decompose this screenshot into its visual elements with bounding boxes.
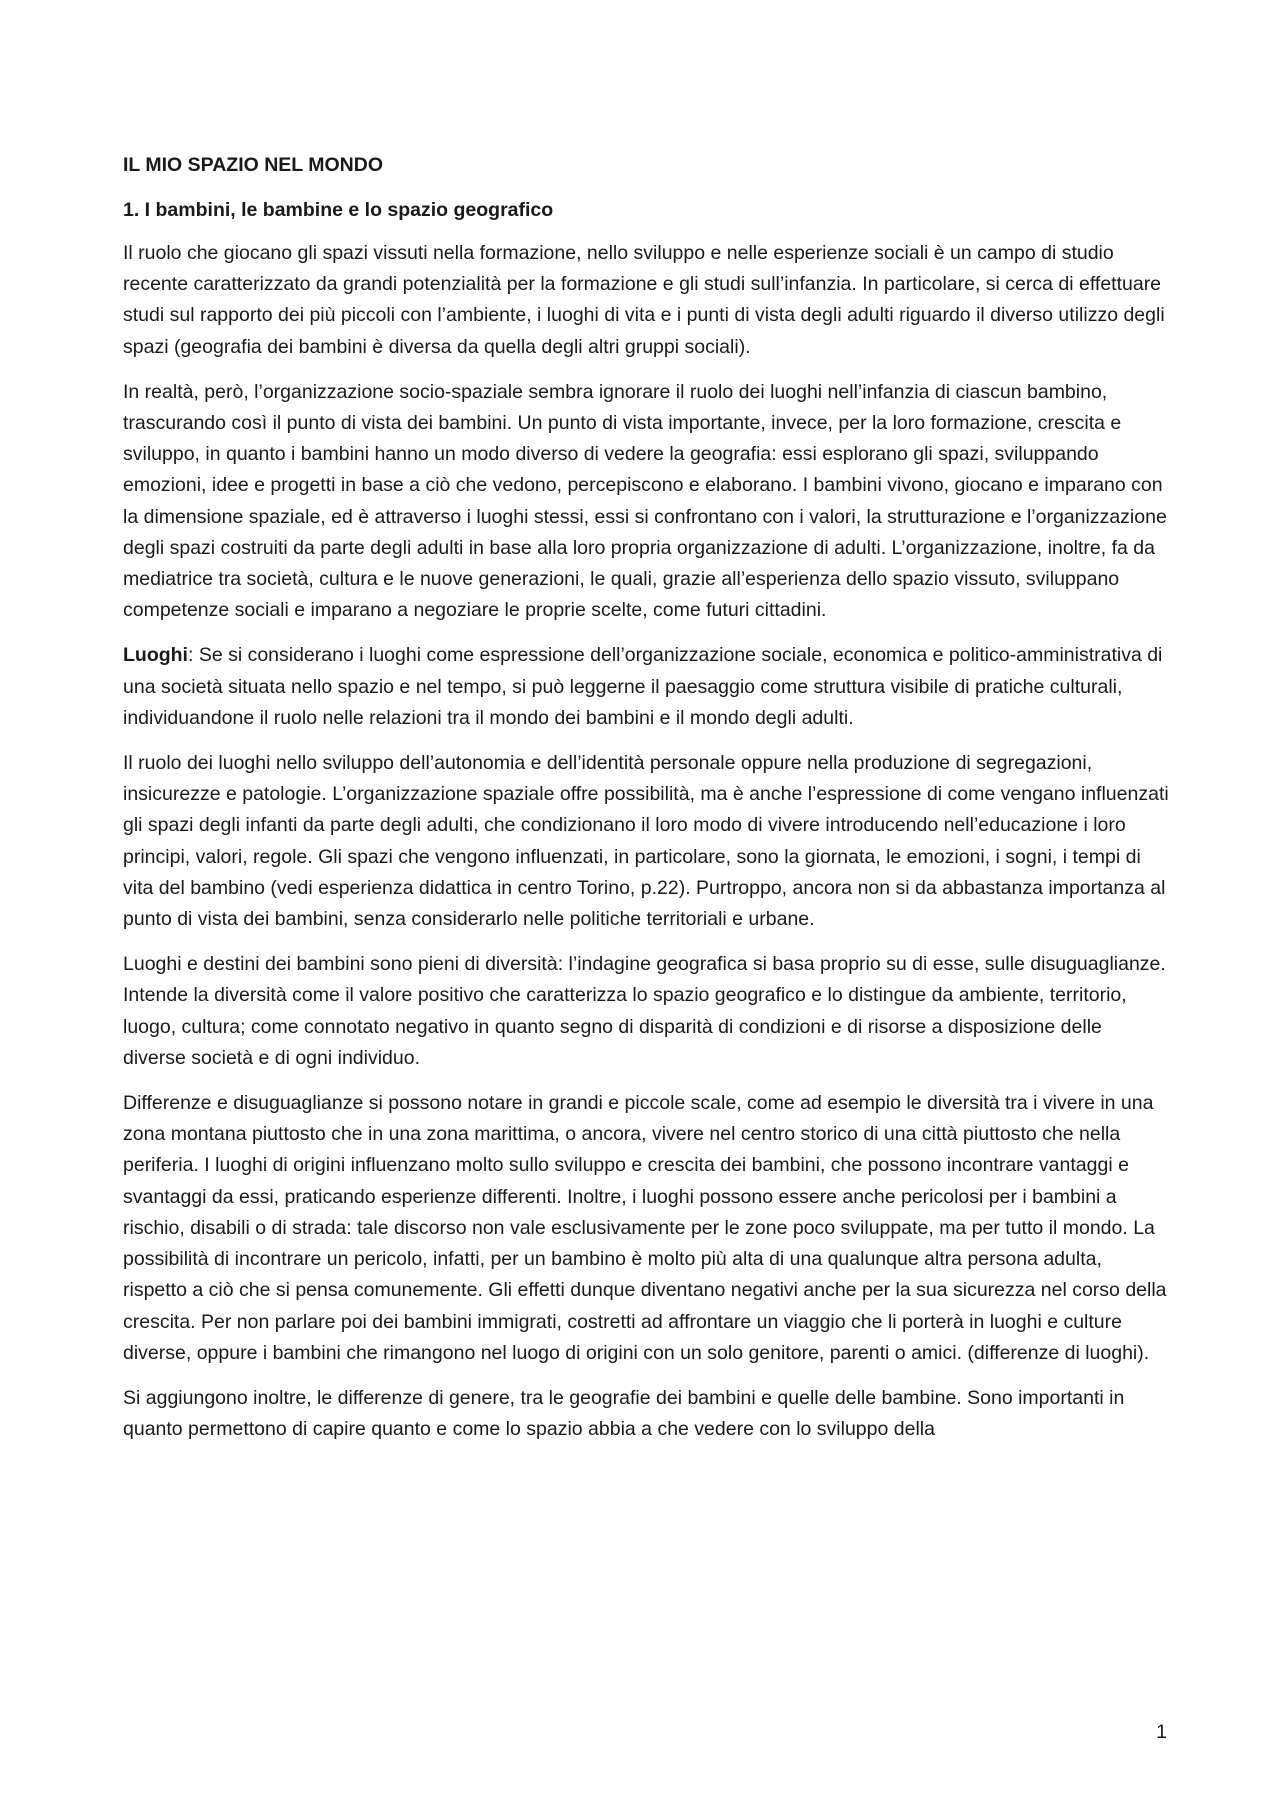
paragraph-intro: Il ruolo che giocano gli spazi vissuti nella formazione, nello sviluppo e nelle esperienze sociali è un campo di studio recente caratterizzato da grandi potenzialità per la formazione e gli studi sull’infanzia. In particolare, si cerca di effettuare studi sul rapporto dei più piccoli con l’ambiente, i luoghi di vita e i punti di vista degli adulti riguardo il diverso utilizzo degli spazi (geografia dei bambini è diversa da quella degli altri gruppi sociali). xyxy=(123,242,1165,358)
paragraph-ruolo-luoghi: Il ruolo dei luoghi nello sviluppo dell’autonomia e dell’identità personale oppure nella produzione di segregazioni, insicurezze e patologie. L’organizzazione spaziale offre possibilità, ma è anche l’espressione di come vengano influenzati gli spazi degli infanti da parte degli adulti, che condizionano il loro modo di vivere introducendo nell’educazione i loro principi, valori, regole. Gli spazi che vengono influenzati, in particolare, sono la giornata, le emozioni, i sogni, i tempi di vita del bambino (vedi esperienza didattica in centro Torino, p.22). Purtroppo, ancora non si da abbastanza importanza al punto di vista dei bambini, senza considerarlo nelle politiche territoriali e urbane. xyxy=(123,752,1169,931)
paragraph-diversita: Luoghi e destini dei bambini sono pieni di diversità: l’indagine geografica si basa proprio su di esse, sulle disuguaglianze. Intende la diversità come il valore positivo che caratterizza lo spazio geografico e lo distingue da ambiente, territorio, luogo, cultura; come connotato negativo in quanto segno di disparità di condizioni e di risorse a disposizione delle diverse società e di ogni individuo. xyxy=(123,953,1166,1069)
document-title: IL MIO SPAZIO NEL MONDO xyxy=(123,154,384,176)
document-page xyxy=(123,150,1170,1459)
paragraph-luoghi xyxy=(123,640,1170,734)
page-number: 1 xyxy=(1156,1721,1167,1743)
paragraph-luoghi-text: : Se si considerano i luoghi come espressione dell’organizzazione sociale, economica e politico-amministrativa di una società situata nello spazio e nel tempo, si può leggerne il paesaggio come struttura visibile di pratiche culturali, individuandone il ruolo nelle relazioni tra il mondo dei bambini e il mondo degli adulti. xyxy=(123,644,1163,729)
paragraph-lead-term: Luoghi xyxy=(123,644,188,667)
paragraph-organizzazione: In realtà, però, l’organizzazione socio-spaziale sembra ignorare il ruolo dei luoghi nell’infanzia di ciascun bambino, trascurando così il punto di vista dei bambini. Un punto di vista importante, invece, per la loro formazione, crescita e sviluppo, in quanto i bambini hanno un modo diverso di vedere la geografia: essi esplorano gli spazi, sviluppando emozioni, idee e progetti in base a ciò che vedono, percepiscono e elaborano. I bambini vivono, giocano e imparano con la dimensione spaziale, ed è attraverso i luoghi stessi, essi si confrontano con i valori, la strutturazione e l’organizzazione degli spazi costruiti da parte degli adulti in base alla loro propria organizzazione di adulti. L’organizzazione, inoltre, fa da mediatrice tra società, cultura e le nuove generazioni, le quali, grazie all’esperienza dello spazio vissuto, sviluppano competenze sociali e imparano a negoziare le proprie scelte, come futuri cittadini. xyxy=(123,380,1167,622)
section-heading: 1. I bambini, le bambine e lo spazio geografico xyxy=(123,199,554,221)
paragraph-genere: Si aggiungono inoltre, le differenze di genere, tra le geografie dei bambini e quelle delle bambine. Sono importanti in quanto permettono di capire quanto e come lo spazio abbia a che vedere con lo sviluppo della xyxy=(123,1386,1125,1441)
paragraph-differenze: Differenze e disuguaglianze si possono notare in grandi e piccole scale, come ad esempio le diversità tra i vivere in una zona montana piuttosto che in una zona marittima, o ancora, vivere nel centro storico di una città piuttosto che nella periferia. I luoghi di origini influenzano molto sullo sviluppo e crescita dei bambini, che possono incontrare vantaggi e svantaggi da essi, praticando esperienze differenti. Inoltre, i luoghi possono essere anche pericolosi per i bambini a rischio, disabili o di strada: tale discorso non vale esclusivamente per le zone poco sviluppate, ma per tutto il mondo. La possibilità di incontrare un pericolo, infatti, per un bambino è molto più alta di una qualunque altra persona adulta, rispetto a ciò che si pensa comunemente. Gli effetti dunque diventano negativi anche per la sua sicurezza nel corso della crescita. Per non parlare poi dei bambini immigrati, costretti ad affrontare un viaggio che li porterà in luoghi e culture diverse, oppure i bambini che rimangono nel luogo di origini con un solo genitore, parenti o amici. (differenze di luoghi). xyxy=(123,1092,1167,1364)
